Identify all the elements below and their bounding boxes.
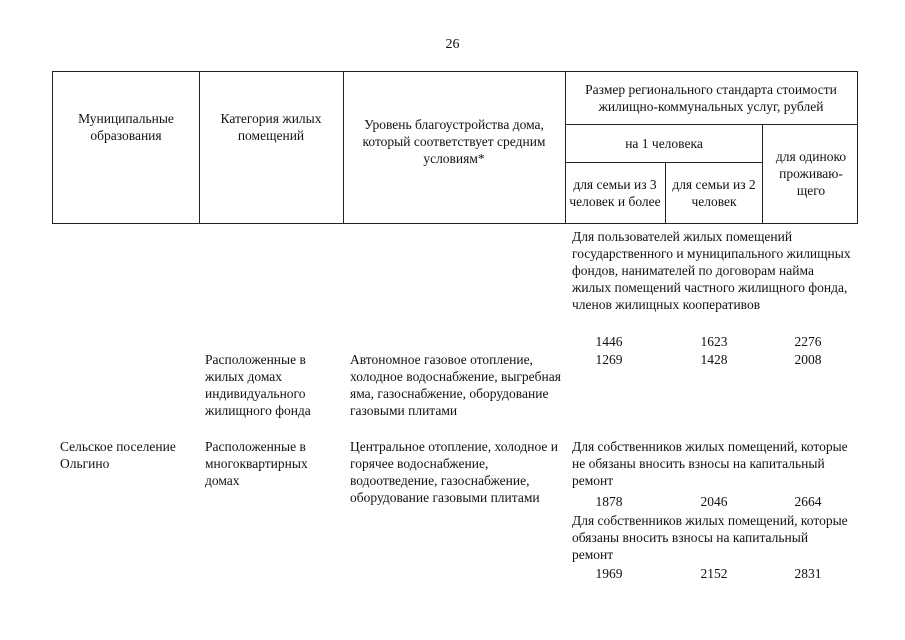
category-apartment: Расположенные в многоквартирных домах — [205, 439, 308, 488]
header-family-3: для семьи из 3 человек и более — [569, 177, 661, 209]
header-level: Уровень благоустройства дома, который соответствует средним условиям* — [362, 116, 546, 166]
value-family3: 1269 — [595, 352, 623, 367]
value-single: 2276 — [794, 334, 822, 349]
note-owners-not-obliged: Для собственников жилых помещений, которые не обязаны вносить взносы на капитальный ремонт — [572, 439, 848, 488]
header-category: Категория жилых помещений — [220, 111, 322, 143]
column-divider — [665, 162, 666, 223]
value-family2: 1623 — [700, 334, 728, 349]
column-divider — [199, 72, 200, 223]
category-individual: Расположенные в жилых домах индивидуального жилищного фонда — [205, 352, 311, 418]
row-divider — [565, 162, 762, 163]
note-users: Для пользователей жилых помещений государственного и муниципального жилищных фондов, нанимателей по договорам найма жилых помещений частного жилищного фонда, членов жилищных кооперативов — [572, 229, 851, 312]
table-header — [52, 71, 858, 224]
level-central-heating: Центральное отопление, холодное и горячее водоснабжение, водоотведение, газоснабжение, оборудование газовыми плитами — [350, 439, 558, 505]
level-autonomous-gas: Автономное газовое отопление, холодное водоснабжение, выгребная яма, газоснабжение, оборудование газовыми плитами — [350, 352, 561, 418]
page-number: 26 — [445, 37, 460, 52]
value-family3: 1969 — [595, 566, 623, 581]
municipality-olgino: Сельское поселение Ольгино — [60, 439, 176, 471]
note-owners-obliged: Для собственников жилых помещений, которые обязаны вносить взносы на капитальный ремонт — [572, 513, 848, 562]
header-family-2: для семьи из 2 человек — [672, 177, 756, 209]
value-single: 2831 — [794, 566, 822, 581]
value-family2: 2152 — [700, 566, 728, 581]
value-family3: 1446 — [595, 334, 623, 349]
value-family3: 1878 — [595, 494, 623, 509]
value-single: 2008 — [794, 352, 822, 367]
value-family2: 1428 — [700, 352, 728, 367]
value-family2: 2046 — [700, 494, 728, 509]
column-divider — [565, 72, 566, 223]
header-single: для одиноко проживаю-щего — [775, 149, 847, 198]
column-divider — [343, 72, 344, 223]
column-divider — [762, 124, 763, 223]
header-standard-size: Размер регионального стандарта стоимости жилищно-коммунальных услуг, рублей — [585, 82, 837, 114]
value-single: 2664 — [794, 494, 822, 509]
header-municipality: Муниципальные образования — [78, 111, 174, 143]
header-per-person: на 1 человека — [625, 135, 703, 151]
